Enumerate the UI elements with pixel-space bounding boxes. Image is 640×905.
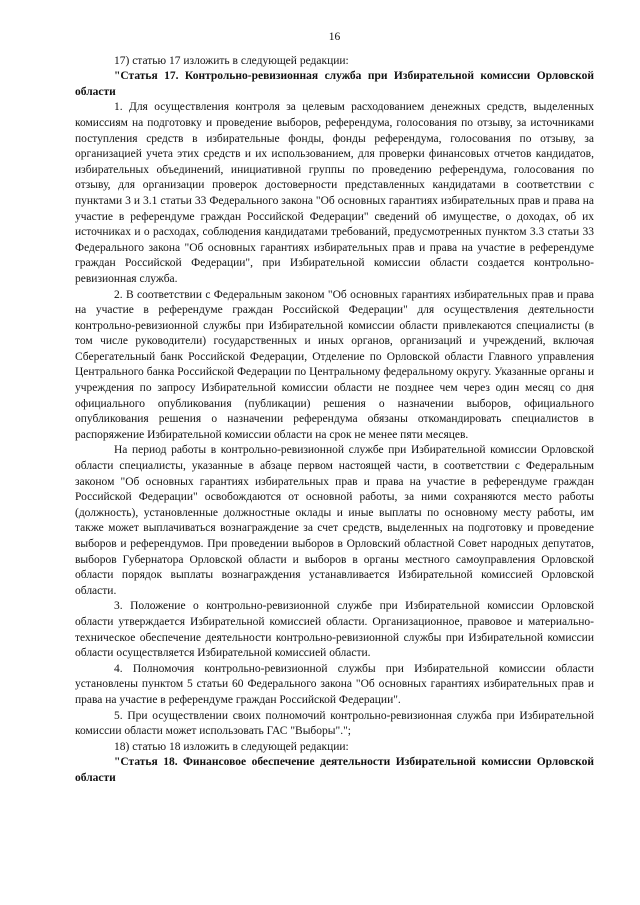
page-number: 16 (328, 31, 341, 43)
amendment-intro-17: 17) статью 17 изложить в следующей редакции: (114, 54, 349, 67)
amendment-intro-18: 18) статью 18 изложить в следующей редакции: (114, 740, 349, 753)
article-17-title: "Статья 17. Контрольно-ревизионная служба при Избирательной комиссии Орловской области (75, 70, 594, 98)
article-18-title: "Статья 18. Финансовое обеспечение деятельности Избирательной комиссии Орловской области (75, 756, 594, 784)
article-17-part-3: 3. Положение о контрольно-ревизионной службе при Избирательной комиссии Орловской области утверждается Избирательной комиссией области. Организационное, правовое и материально-техническое обеспечение деятельности контрольно-ревизионной службы при Избирательной комиссии области осуществляется Избирательной комиссией области. (75, 600, 594, 660)
article-17-part-5: 5. При осуществлении своих полномочий контрольно-ревизионная служба при Избирательной комиссии области может использовать ГАС "Выборы"."; (75, 709, 594, 738)
article-17-part-1: 1. Для осуществления контроля за целевым расходованием денежных средств, выделенных комиссиям на подготовку и проведение выборов, референдума, голосования по отзыву, за источниками поступления средств в избирательные фонды, фонды референдума, голосования по отзыву, за организацией учета этих средств и их использованием, для проверки финансовых отчетов кандидатов, избирательных объединений, инициативной группы по проведению референдума, голосования по отзыву, для организации проверок достоверности представленных кандидатами в соответствии с пунктами 3 и 3.1 статьи 33 Федерального закона "Об основных гарантиях избирательных прав и права на участие в референдуме граждан Российской Федерации" сведений об имуществе, о доходах, об их источниках и о расходах, соблюдения кандидатами требований, предусмотренных пунктом 3.3 статьи 33 Федерального закона "Об основных гарантиях избирательных прав и права на участие в референдуме граждан Российской Федерации", при Избирательной комиссии области создается контрольно-ревизионная служба. (75, 101, 594, 285)
article-17-part-2: 2. В соответствии с Федеральным законом "Об основных гарантиях избирательных прав и права на участие в референдуме граждан Российской Федерации" для осуществления деятельности контрольно-ревизионной службы при Избирательной комиссии области привлекаются специалисты (в том числе руководители) государственных и иных органов, организаций и учреждений, включая Сберегательный банк Российской Федерации, Отделение по Орловской области Главного управления Центрального банка Российской Федерации по Центральному федеральному округу. Указанные органы и учреждения по запросу Избирательной комиссии области не позднее чем через один месяц со дня официального опубликования (публикации) решения о назначении выборов, официального опубликования решения о назначении референдума обязаны откомандировать специалистов в распоряжение Избирательной комиссии области на срок не менее пяти месяцев. (75, 288, 594, 441)
article-17-part-2-paragraph-2: На период работы в контрольно-ревизионной службе при Избирательной комиссии Орловской области специалисты, указанные в абзаце первом настоящей части, в соответствии с Федеральным законом "Об основных гарантиях избирательных прав и права на участие в референдуме граждан Российской Федерации" освобождаются от основной работы, за ними сохраняются место работы (должность), установленные должностные оклады и иные выплаты по основному месту работы, им также может выплачиваться вознаграждение за счет средств, выделенных на подготовку и проведение выборов и референдумов. При проведении выборов в Орловский областной Совет народных депутатов, выборов Губернатора Орловской области и выборов в органы местного самоуправления Орловской области порядок выплаты вознаграждения устанавливается Избирательной комиссией Орловской области. (75, 444, 594, 597)
article-17-part-4: 4. Полномочия контрольно-ревизионной службы при Избирательной комиссии области установлены пунктом 5 статьи 60 Федерального закона "Об основных гарантиях избирательных прав и права на участие в референдуме граждан Российской Федерации". (75, 662, 594, 706)
